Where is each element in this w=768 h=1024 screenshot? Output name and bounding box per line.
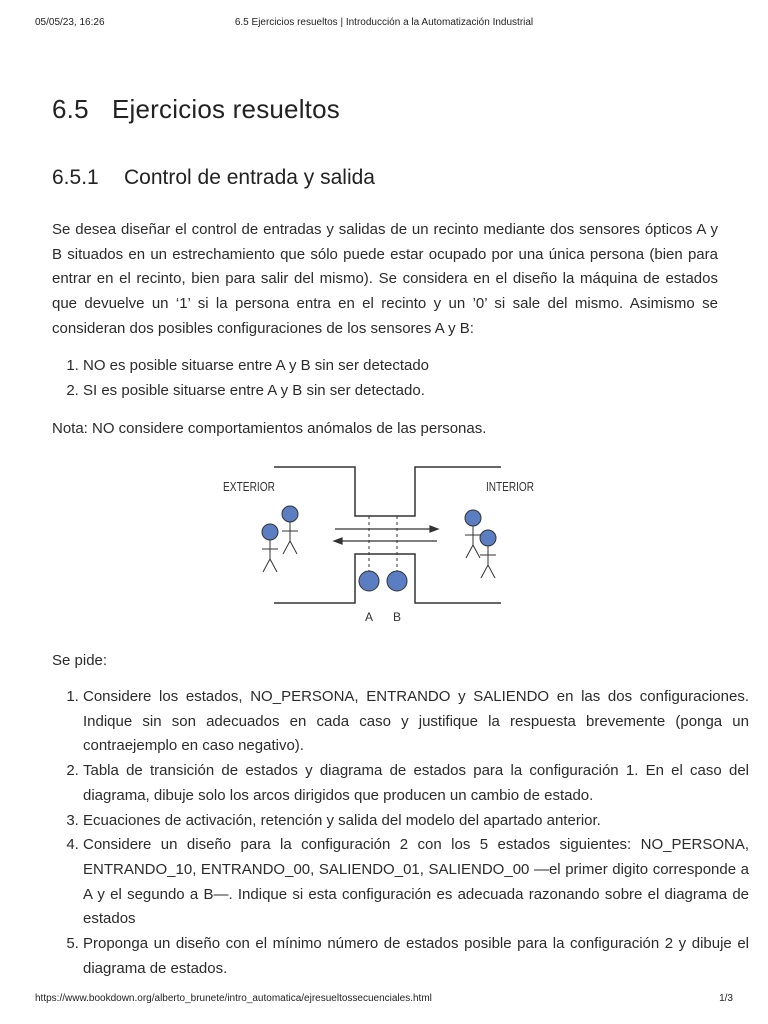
list-item: 4. Considere un diseño para la configuración 2 con los 5 estados siguientes: NO_PERSONA, ENTRANDO_10, ENTRANDO_00, SALIENDO_01, SALIENDO_00 —el primer digito corresponde a A y el segundo a B—. Indique si esta configuración es adecuada razonando sobre el diagrama de estados [83,833,749,932]
page-url: https://www.bookdown.org/alberto_brunete/intro_automatica/ejresueltossecuenciales.html [35,993,432,1004]
section-number: 6.5 [52,94,89,124]
list-item: 3. Ecuaciones de activación, retención y salida del modelo del apartado anterior. [83,809,749,834]
section-heading [52,94,340,125]
sensor-a-icon [359,571,379,591]
person-icon [282,506,298,554]
list-item: 2. Tabla de transición de estados y diagrama de estados para la configuración 1. En el caso del diagrama, dibuje solo los arcos dirigidos que producen un cambio de estado. [83,759,749,808]
list-item: 5. Proponga un diseño con el mínimo número de estados posible para la configuración 2 y dibuje el diagrama de estados. [83,932,749,981]
person-icon [465,510,481,558]
label-sensor-b: B [393,610,402,624]
subsection-title: Control de entrada y salida [124,166,375,189]
label-interior: INTERIOR [486,480,534,494]
top-wall [274,467,501,516]
sensor-b-icon [387,571,407,591]
subsection-heading [52,166,375,190]
arrow-right-head [430,526,438,532]
person-icon [480,530,496,578]
label-exterior: EXTERIOR [223,480,275,494]
se-pide-label: Se pide: [52,652,108,669]
section-title: Ejercicios resueltos [112,94,340,124]
tasks-list [52,685,749,981]
print-header [35,17,733,31]
page-number: 1/3 [719,993,733,1004]
print-footer [35,993,733,1007]
subsection-number: 6.5.1 [52,166,99,189]
print-title: 6.5 Ejercicios resueltos | Introducción a la Automatización Industrial [234,17,534,28]
list-item: 1. Considere los estados, NO_PERSONA, ENTRANDO y SALIENDO en las dos configuraciones. Indique sin son adecuados en cada caso y justifique la respuesta brevemente (ponga un contraejemplo en caso negativo). [83,685,749,759]
label-sensor-a: A [365,610,374,624]
configurations-list [52,354,749,403]
print-date: 05/05/23, 16:26 [35,17,105,28]
note-paragraph: Nota: NO considere comportamientos anómalos de las personas. [52,420,487,437]
arrow-left-head [334,538,342,544]
person-icon [262,524,278,572]
list-item: 2. SI es posible situarse entre A y B sin ser detectado. [83,379,749,404]
intro-paragraph: Se desea diseñar el control de entradas y salidas de un recinto mediante dos sensores ópticos A y B situados en un estrechamiento que sólo puede estar ocupado por una única persona (bien para entrar en el recinto, bien para salir del mismo). Se considera en el diseño la máquina de estados que devuelve un ‘1’ si la persona entra en el recinto y un ’0’ si sale del mismo. Asimismo se consideran dos posibles configuraciones de los sensores A y B: [52,221,718,337]
sensor-diagram [218,462,538,632]
list-item: 1. NO es posible situarse entre A y B sin ser detectado [83,354,749,379]
